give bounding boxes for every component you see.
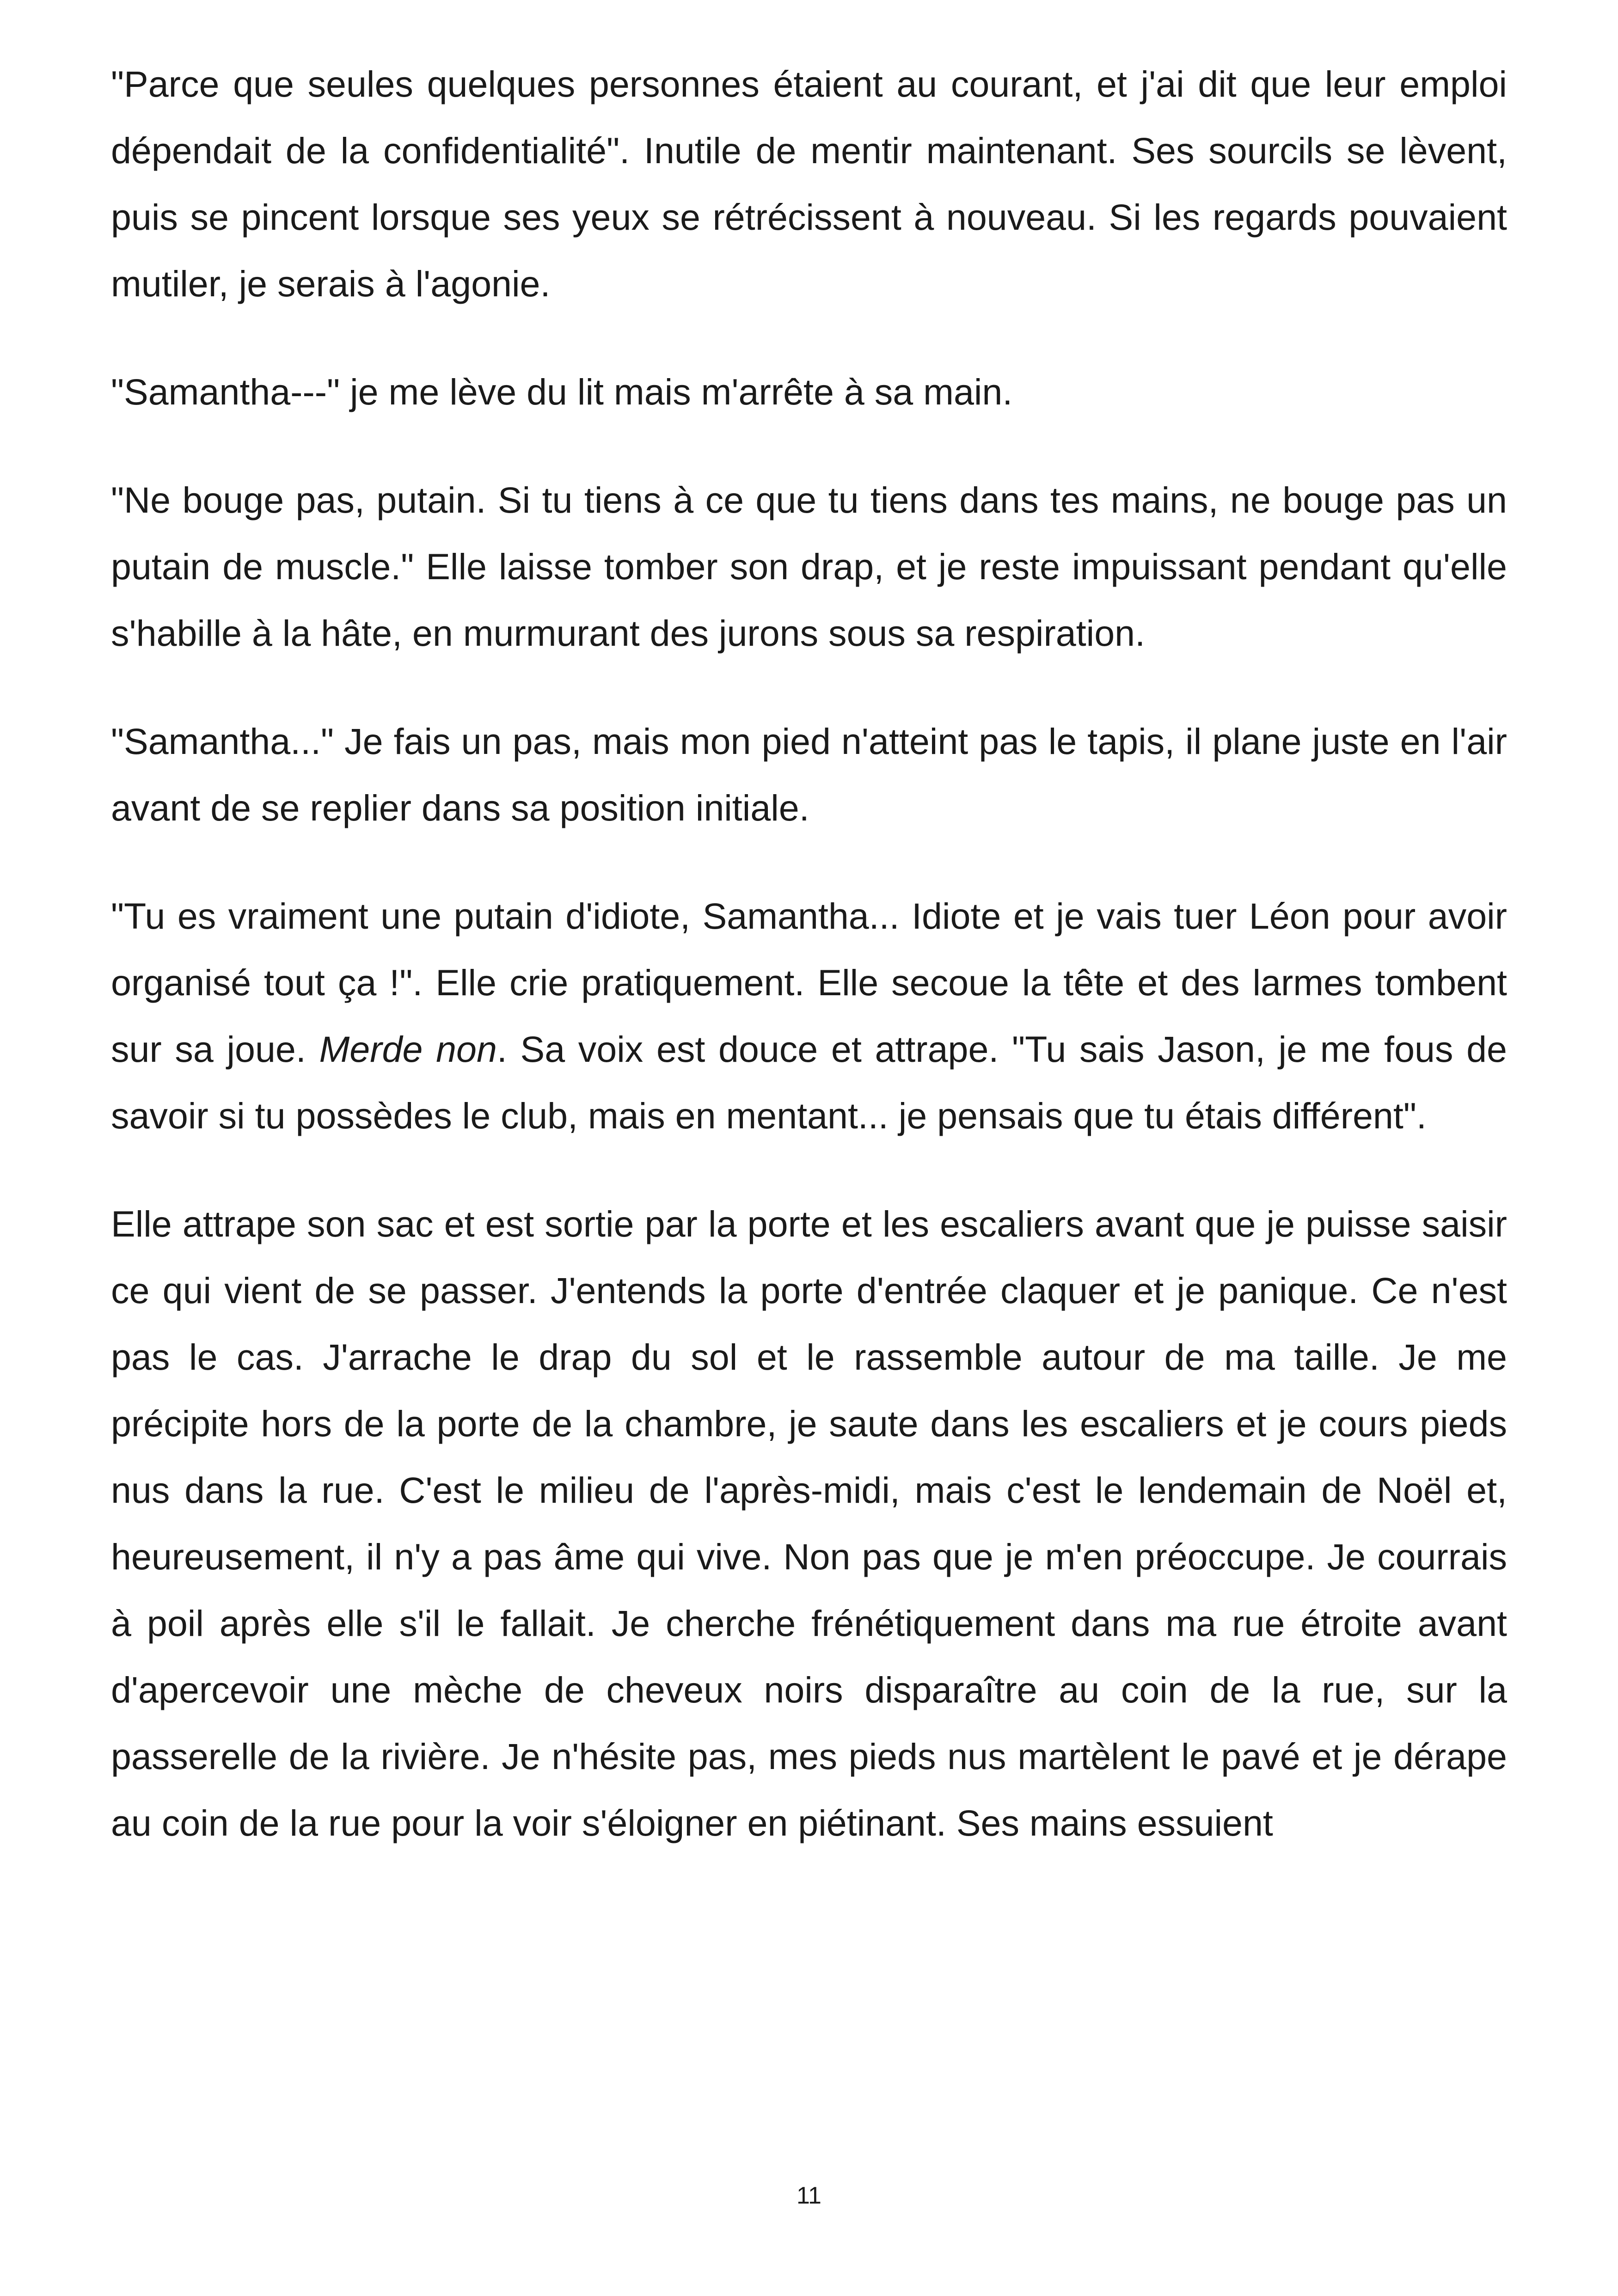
paragraph-3: "Ne bouge pas, putain. Si tu tiens à ce que tu tiens dans tes mains, ne bouge pas un putain de muscle." Elle laisse tomber son drap, et je reste impuissant pendant qu'elle s'habille à la hâte, en murmurant des jurons sous sa respiration. <box>111 479 1507 654</box>
paragraph-6: Elle attrape son sac et est sortie par la porte et les escaliers avant que je puisse saisir ce qui vient de se passer. J'entends la porte d'entrée claquer et je panique. Ce n'est pas le cas. J'arrache le drap du sol et le rassemble autour de ma taille. Je me précipite hors de la porte de la chambre, je saute dans les escaliers et je cours pieds nus dans la rue. C'est le milieu de l'après-midi, mais c'est le lendemain de Noël et, heureusement, il n'y a pas âme qui vive. Non pas que je m'en préoccupe. Je courrais à poil après elle s'il le fallait. Je cherche frénétiquement dans ma rue étroite avant d'apercevoir une mèche de cheveux noirs disparaître au coin de la rue, sur la passerelle de la rivière. Je n'hésite pas, mes pieds nus martèlent le pavé et je dérape au coin de la rue pour la voir s'éloigner en piétinant. Ses mains essuient <box>111 1203 1507 1843</box>
paragraph-5-part-2: . Sa voix est douce et attrape. "Tu sais Jason, je me fous de savoir si tu possèdes le club, mais en mentant... je pensais que tu étais différent". <box>111 1029 1507 1136</box>
page-body <box>111 51 1507 1898</box>
paragraph-5-italic: Merde non <box>319 1029 497 1070</box>
page-number: 11 <box>797 2182 821 2209</box>
paragraph-4: "Samantha..." Je fais un pas, mais mon pied n'atteint pas le tapis, il plane juste en l'air avant de se replier dans sa position initiale. <box>111 721 1507 828</box>
paragraph-5-part-1: "Tu es vraiment une putain d'idiote, Samantha... Idiote et je vais tuer Léon pour avoir organisé tout ça !". Elle crie pratiquement. Elle secoue la tête et des larmes tombent sur sa joue. <box>111 895 1507 1070</box>
paragraph-5 <box>111 883 1507 1149</box>
paragraph-2: "Samantha---" je me lève du lit mais m'arrête à sa main. <box>111 371 1013 412</box>
paragraph-1: "Parce que seules quelques personnes étaient au courant, et j'ai dit que leur emploi dépendait de la confidentialité". Inutile de mentir maintenant. Ses sourcils se lèvent, puis se pincent lorsque ses yeux se rétrécissent à nouveau. Si les regards pouvaient mutiler, je serais à l'agonie. <box>111 63 1507 304</box>
